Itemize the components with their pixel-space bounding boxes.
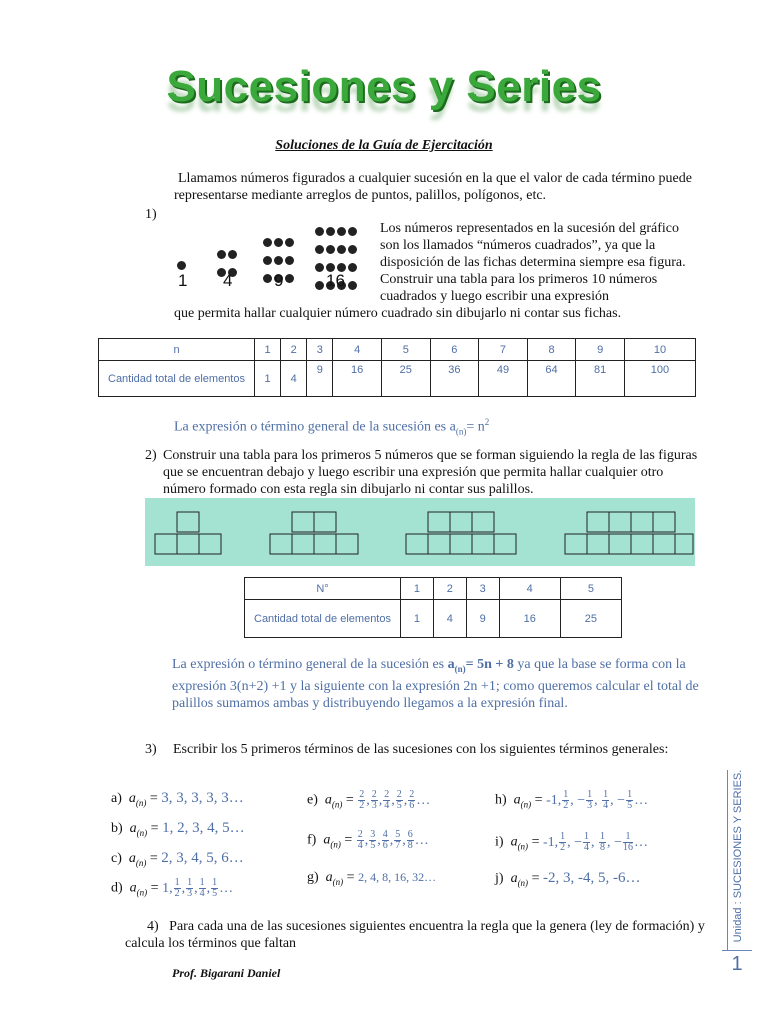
side-unit-text: Unidad : SUCESIONES Y SERIES. [732,769,744,943]
square-numbers-table [98,338,696,397]
square-numbers-figure [172,222,382,292]
exercise-2-text: Construir una tabla para los primeros 5 números que se forman siguiendo la regla de las figuras que se encuentran debajo y luego escribir una expresión que permita hallar cualquier otro número formado con esta regla sin dibujarlo ni contar sus palillos. [163,448,698,497]
table-col: 4 [499,578,560,600]
exercise-3-text: Escribir los 5 primeros términos de las sucesiones con los siguientes términos generales: [173,742,669,757]
table-col: 6 [430,339,479,361]
exercise-2-number: 2) [145,448,157,463]
table-cell: 81 [576,361,625,397]
footer-author: Prof. Bigarani Daniel [172,966,281,980]
table-cell: 16 [333,361,382,397]
exercise-1-expression: La expresión o término general de la sucesión es $a_{(n)}= n^2$ [174,417,490,437]
sequence-e: e) $a_{(n)}$ = $\frac{2}{2}$ , $\frac{2}{3}$ , $\frac{2}{4}$ , $\frac{2}{5}$ , $\frac{2}{6}$ … [307,789,431,811]
table-col: 3 [307,339,333,361]
table-cell: 1 [401,600,434,638]
exercise-1-text: Los números representados en la sucesión del gráfico son los llamados “números cuadrados”, ya que la disposición de las fichas determina siempre esa figura. Construir una tabla para los primeros 10 números cuadrados y luego escribir una expresión [380,221,686,304]
table-col: 9 [576,339,625,361]
sequence-d: d) $a_{(n)} = 1$, $\frac{1}{2}$ , $\frac{1}{3}$ , $\frac{1}{4}$ , $\frac{1}{5}$ … [111,877,234,899]
table-cell: 25 [560,600,621,638]
sequence-a: a) $a_{(n)} = 3$, 3, 3, 3, 3… [111,790,244,808]
table-cell: 1 [255,361,281,397]
intro-paragraph: Llamamos números figurados a cualquier sucesión en la que el valor de cada término puede representarse mediante arreglos de puntos, palillos, polígonos, etc. [174,171,692,203]
sequence-j: j) $a_{(n)} = -2$, 3, -4, 5, -6… [495,870,641,888]
table-cell: 4 [433,600,466,638]
sequence-c: c) $a_{(n)} = 2$, 3, 4, 5, 6… [111,850,244,868]
exercise-2-expression: La expresión o término general de la sucesión es $a_{(n)}= 5n + 8$ ya que la base se forma con la expresión 3(n+2) +1 y la siguiente con la expresión 2n +1; como queremos calcular el total de palillos sumamos ambas y distribuyendo llegamos a la expresión final. [172,657,699,711]
sequence-h: h) $a_{(n)} = -1$, $\frac{1}{2}$ , − $\frac{1}{3}$ , $\frac{1}{4}$ , − $\frac{1}{5}$ … [495,789,649,811]
table-cell: 25 [381,361,430,397]
table-row-label: Cantidad total de elementos [99,361,255,397]
sequence-g: g) $a_{(n)} = 2$, 4, 8, 16, 32… [307,870,437,887]
exercise-1-text-continued: que permita hallar cualquier número cuadrado sin dibujarlo ni contar sus fichas. [174,306,622,321]
table-cell: 36 [430,361,479,397]
table-col: 3 [466,578,499,600]
table-cell: 64 [527,361,576,397]
table-cell: 49 [479,361,528,397]
table-cell: 100 [624,361,695,397]
table-col: 2 [433,578,466,600]
page-number: 1 [722,950,752,976]
exercise-1-number: 1) [145,207,157,222]
matchstick-svg [145,498,695,566]
table-cell: 9 [466,600,499,638]
table-col: 2 [281,339,307,361]
figure-label-9: 9 [274,271,284,290]
sequence-f: f) $a_{(n)}$ = $\frac{2}{4}$ , $\frac{3}{5}$ , $\frac{4}{6}$ , $\frac{5}{7}$ , $\frac{6}{8}$ … [307,829,429,851]
page-title: Sucesiones y Series [166,62,602,111]
table-cell: 9 [307,361,333,397]
table-col: 7 [479,339,528,361]
exercise-3-number: 3) [145,742,157,757]
exercise-4-text: 4) Para cada una de las sucesiones siguientes encuentra la regla que la genera (ley de formación) y calcula los términos que faltan [125,919,705,951]
table-col: 8 [527,339,576,361]
page-subtitle: Soluciones de la Guía de Ejercitación [275,138,493,153]
side-unit-label [727,770,748,950]
table-col: 5 [381,339,430,361]
table-cell: 16 [499,600,560,638]
table-header-n: N° [245,578,401,600]
sequence-i: i) $a_{(n)} = -1$, $\frac{1}{2}$ , − $\frac{1}{4}$ , $\frac{1}{8}$ , − $\frac{1}{16}$ … [495,831,648,853]
table-header-n: n [99,339,255,361]
matchstick-figures [145,498,695,566]
table-col: 10 [624,339,695,361]
matchstick-table [244,577,622,638]
table-col: 1 [401,578,434,600]
table-col: 4 [333,339,382,361]
figure-label-4: 4 [223,271,233,290]
figure-label-16: 16 [326,271,345,290]
table-row-label: Cantidad total de elementos [245,600,401,638]
table-col: 1 [255,339,281,361]
sequence-b: b) $a_{(n)} = 1$, 2, 3, 4, 5… [111,820,245,838]
table-cell: 4 [281,361,307,397]
figure-label-1: 1 [178,271,188,290]
table-col: 5 [560,578,621,600]
